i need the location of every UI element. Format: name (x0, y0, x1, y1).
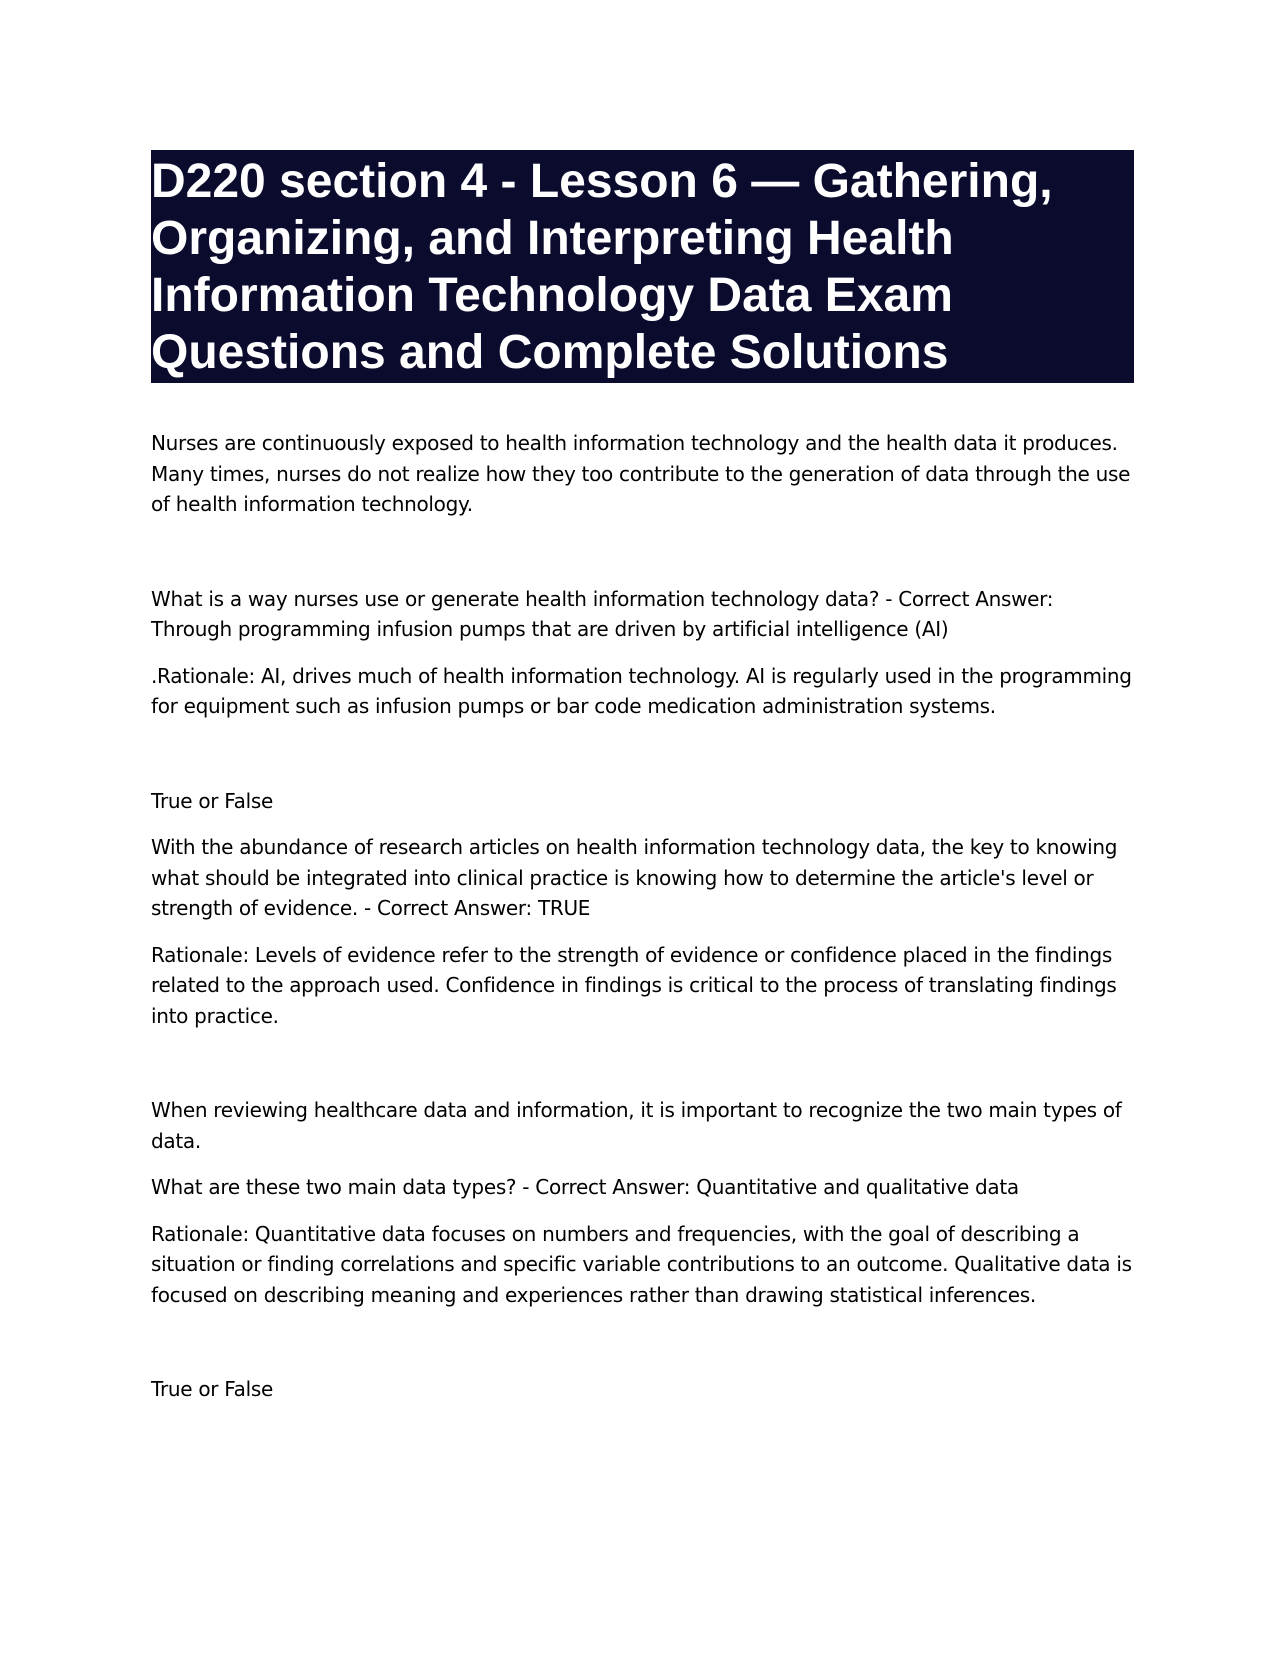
q2-prompt: True or False (151, 788, 273, 813)
q1-question: What is a way nurses use or generate health information technology data? - Correct Answer: Through programming infusion pumps that are driven by artificial intelligence (AI) (151, 586, 1054, 641)
document-body (151, 428, 1134, 1405)
q1-rationale: .Rationale: AI, drives much of health information technology. AI is regularly used in the programming for equipment such as infusion pumps or bar code medication administration systems. (151, 663, 1132, 718)
q3-context: When reviewing healthcare data and information, it is important to recognize the two main types of data. (151, 1098, 1122, 1153)
document-page (151, 150, 1134, 1405)
q2-rationale: Rationale: Levels of evidence refer to the strength of evidence or confidence placed in the findings related to the approach used. Confidence in findings is critical to the process of translating findings into practice. (151, 942, 1117, 1028)
document-title: D220 section 4 - Lesson 6 — Gathering, Organizing, and Interpreting Health Information Technology Data Exam Questions and Complete Solutions (151, 150, 1134, 383)
q4-prompt: True or False (151, 1377, 273, 1401)
intro-paragraph: Nurses are continuously exposed to health information technology and the health data it produces. Many times, nurses do not realize how they too contribute to the generation of data through the use of health information technology. (151, 431, 1131, 516)
q2-question: With the abundance of research articles on health information technology data, the key to knowing what should be integrated into clinical practice is knowing how to determine the article's level or strength of evidence. - Correct Answer: TRUE (151, 835, 1118, 920)
q3-rationale: Rationale: Quantitative data focuses on numbers and frequencies, with the goal of describing a situation or finding correlations and specific variable contributions to an outcome. Qualitative data is focused on describing meaning and experiences rather than drawing statistical inferences. (151, 1221, 1132, 1307)
q3-question: What are these two main data types? - Correct Answer: Quantitative and qualitative data (151, 1175, 1019, 1199)
